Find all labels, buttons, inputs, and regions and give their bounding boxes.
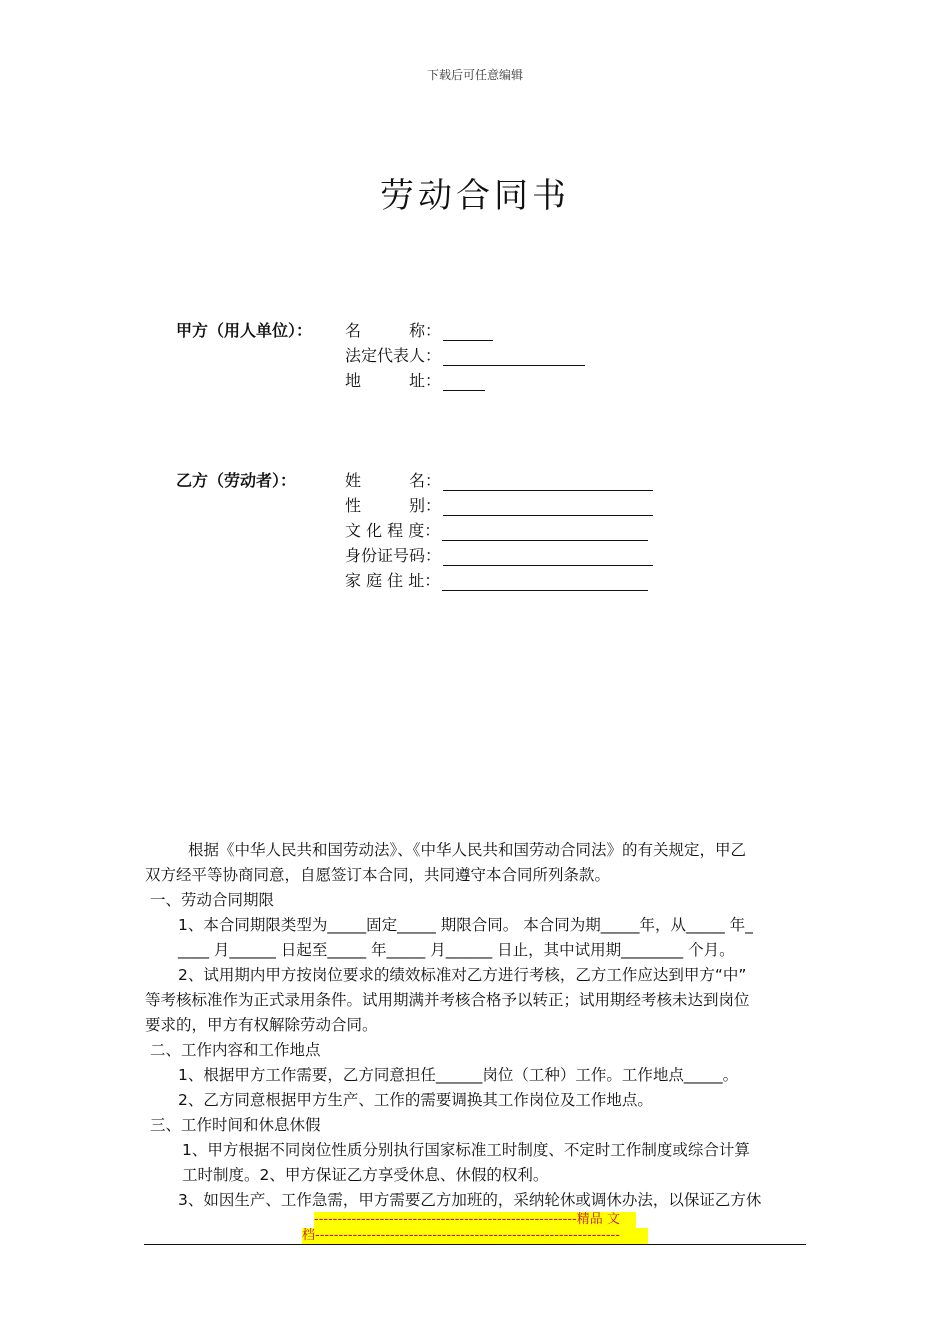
party-a-address-row xyxy=(345,368,485,391)
field-label: 地 址： xyxy=(345,371,442,390)
section-heading: 一、劳动合同期限 xyxy=(150,891,275,909)
body-paragraph: ____ 月______ 日起至_____ 年_____ 月______ 日止，其中试用期________ 个月。 xyxy=(178,941,735,959)
body-paragraph: 等考核标准作为正式录用条件。试用期满并考核合格予以转正；试用期经考核未达到岗位 xyxy=(145,991,750,1009)
field-label: 法定代表人： xyxy=(345,346,442,365)
body-paragraph: 工时制度。2、甲方保证乙方享受休息、休假的权利。 xyxy=(182,1166,549,1184)
party-a-rep-row xyxy=(345,343,585,366)
field-label: 名 称： xyxy=(345,321,442,340)
body-paragraph: 3、如因生产、工作急需，甲方需要乙方加班的，采纳轮休或调休办法，以保证乙方休 xyxy=(178,1191,762,1209)
field-label: 姓 名： xyxy=(345,471,442,490)
body-paragraph: 1、甲方根据不同岗位性质分别执行国家标准工时制度、不定时工作制度或综合计算 xyxy=(182,1141,750,1159)
worker-name-field[interactable] xyxy=(443,476,653,491)
education-field[interactable] xyxy=(442,526,648,541)
body-paragraph: 2、试用期内甲方按岗位要求的绩效标准对乙方进行考核，乙方工作应达到甲方“中” xyxy=(178,966,747,984)
footer-highlight-line-1: --------------------------------------------------------精品 文 xyxy=(314,1212,636,1228)
field-label: 家 庭 住 址： xyxy=(345,571,441,590)
body-paragraph: 1、本合同期限类型为_____固定_____ 期限合同。 本合同为期_____年，从_____ 年_ xyxy=(178,916,753,934)
home-address-field[interactable] xyxy=(442,576,648,591)
body-paragraph: 双方经平等协商同意，自愿签订本合同，共同遵守本合同所列条款。 xyxy=(145,866,611,884)
id-number-field[interactable] xyxy=(443,551,653,566)
page-title: 劳动合同书 xyxy=(380,176,570,216)
party-a-name-row xyxy=(345,318,493,341)
party-b-home-row xyxy=(345,568,648,591)
field-label: 文 化 程 度： xyxy=(345,521,441,540)
party-a-label: 甲方（用人单位）： xyxy=(176,321,313,340)
legal-rep-field[interactable] xyxy=(443,351,585,366)
section-heading: 二、工作内容和工作地点 xyxy=(150,1041,321,1059)
gender-field[interactable] xyxy=(443,501,653,516)
field-label: 性 别： xyxy=(345,496,442,515)
name-field[interactable] xyxy=(443,326,493,341)
body-paragraph: 2、乙方同意根据甲方生产、工作的需要调换其工作岗位及工作地点。 xyxy=(178,1091,653,1109)
footer-divider xyxy=(144,1244,806,1245)
section-heading: 三、工作时间和休息休假 xyxy=(150,1116,321,1134)
body-paragraph: 根据《中华人民共和国劳动法》、《中华人民共和国劳动合同法》的有关规定，甲乙 xyxy=(188,841,747,859)
address-field[interactable] xyxy=(443,376,485,391)
party-b-id-row xyxy=(345,543,653,566)
body-paragraph: 要求的，甲方有权解除劳动合同。 xyxy=(145,1016,378,1034)
body-paragraph: 1、根据甲方工作需要，乙方同意担任______岗位（工种）工作。工作地点_____。 xyxy=(178,1066,739,1084)
party-b-education-row xyxy=(345,518,648,541)
party-b-label: 乙方（劳动者）： xyxy=(176,471,297,490)
field-label: 身份证号码： xyxy=(345,546,442,565)
party-b-name-row xyxy=(345,468,653,491)
header-note: 下载后可任意编辑 xyxy=(426,68,523,82)
footer-highlight-line-2: 档----------------------------------------------------------------- xyxy=(302,1228,648,1244)
party-b-gender-row xyxy=(345,493,653,516)
